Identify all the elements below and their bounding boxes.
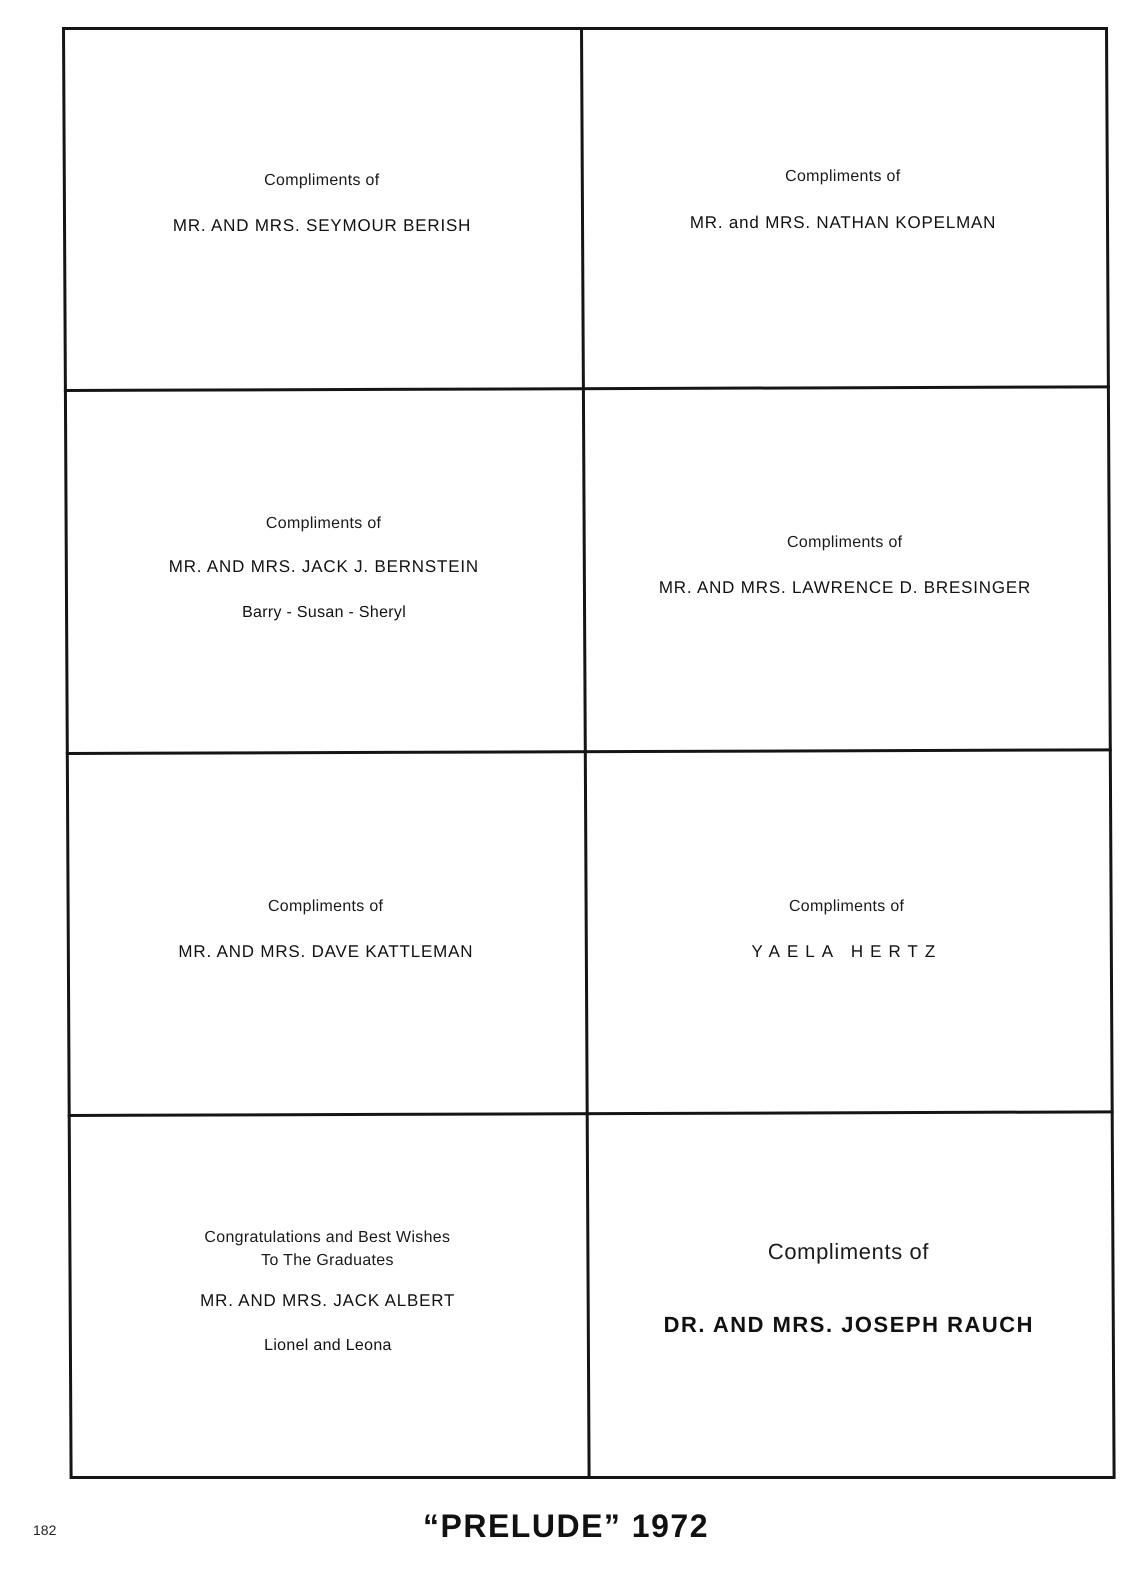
ad-bernstein (64, 392, 584, 754)
ad-greeting-line-2: To The Graduates (261, 1252, 394, 1269)
ad-family-names: Barry - Susan - Sheryl (242, 604, 407, 621)
ad-compliments: Compliments of (264, 172, 380, 189)
page-number: 182 (33, 1522, 57, 1538)
ad-kopelman (583, 27, 1103, 389)
ad-albert (68, 1117, 588, 1479)
ad-greeting-line-1: Congratulations and Best Wishes (204, 1229, 451, 1246)
ad-name: MR. AND MRS. JACK ALBERT (200, 1291, 456, 1310)
ad-compliments: Compliments of (265, 515, 382, 532)
ad-name: MR. AND MRS. SEYMOUR BERISH (172, 216, 472, 235)
ad-bresinger (585, 392, 1105, 754)
ad-berish (62, 27, 582, 389)
ad-grid (62, 27, 1116, 1479)
ad-name: MR. AND MRS. JACK J. BERNSTEIN (168, 557, 479, 576)
ad-kattleman (66, 755, 586, 1117)
ad-compliments: Compliments of (267, 898, 384, 915)
ad-rauch (589, 1117, 1109, 1479)
ad-compliments: Compliments of (767, 1239, 930, 1264)
ad-compliments: Compliments of (786, 534, 903, 551)
ad-name: YAELA HERTZ (751, 942, 943, 961)
yearbook-title: “PRELUDE” 1972 (423, 1508, 709, 1544)
ad-compliments: Compliments of (788, 898, 905, 915)
ad-name: MR. AND MRS. DAVE KATTLEMAN (178, 942, 474, 961)
ad-compliments: Compliments of (785, 168, 901, 185)
ad-family-names: Lionel and Leona (264, 1337, 392, 1354)
ad-name: DR. AND MRS. JOSEPH RAUCH (663, 1312, 1035, 1337)
ad-name: MR. and MRS. NATHAN KOPELMAN (689, 213, 997, 232)
ad-hertz (587, 755, 1107, 1117)
ad-name: MR. AND MRS. LAWRENCE D. BRESINGER (658, 578, 1032, 597)
